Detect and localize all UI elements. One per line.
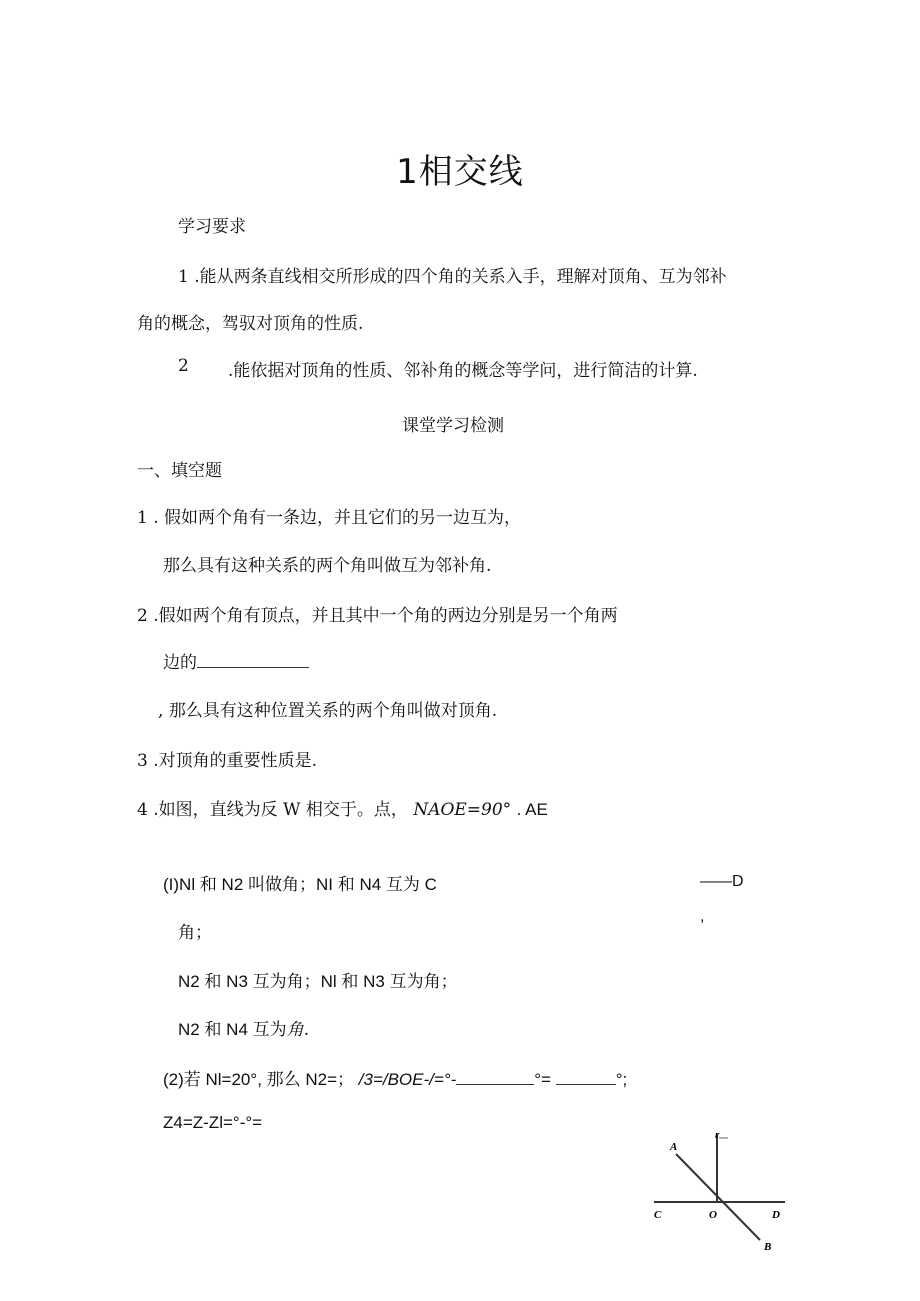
question-4-sub1-line4-a: N2 和 N4 互为 bbox=[178, 1020, 287, 1039]
requirement-1-line2: 角的概念，驾驭对顶角的性质. bbox=[137, 314, 364, 334]
requirement-2-number: 2 bbox=[178, 356, 189, 376]
requirement-2-text: .能依据对顶角的性质、邻补角的概念等学问，进行简洁的计算. bbox=[228, 361, 698, 381]
question-4-sub1-line1: (I)Nl 和 N2 叫做角；NI 和 N4 互为 C bbox=[163, 875, 437, 894]
question-4-sub1-line4 bbox=[178, 1015, 309, 1040]
question-4-sub1-line4-b: 角. bbox=[286, 1020, 310, 1040]
question-4-sub2-a: (2)若 Nl=20°, 那么 N2=； bbox=[163, 1070, 355, 1089]
part-heading: 一、填空题 bbox=[137, 461, 222, 481]
side-mark-d: ——D bbox=[700, 873, 744, 890]
section-title: 课堂学习检测 bbox=[402, 416, 504, 436]
question-2-line2-text: 边的 bbox=[163, 653, 197, 673]
answer-blank[interactable] bbox=[556, 1068, 616, 1085]
label-e: r bbox=[715, 1129, 720, 1141]
question-4-sub2-b: /3=/BOE-/=°- bbox=[358, 1070, 457, 1089]
requirement-1-line1: 1 .能从两条直线相交所形成的四个角的关系入手，理解对顶角、互为邻补 bbox=[178, 267, 727, 287]
question-4-prefix: 4 .如图，直线为反 W 相交于。点， bbox=[137, 800, 408, 820]
label-b: B bbox=[764, 1241, 772, 1253]
question-4-sub2-d: °; bbox=[615, 1070, 628, 1089]
label-d: D bbox=[772, 1209, 780, 1221]
question-2-line2 bbox=[163, 648, 309, 673]
question-3: 3 .对顶角的重要性质是. bbox=[137, 751, 318, 771]
question-4-stem bbox=[137, 795, 548, 820]
label-o: O bbox=[709, 1209, 717, 1221]
question-2-line3: , 那么具有这种位置关系的两个角叫做对顶角. bbox=[158, 701, 498, 721]
question-4-suffix: . AE bbox=[516, 800, 548, 819]
label-a: A bbox=[670, 1141, 678, 1153]
geometry-figure bbox=[640, 1120, 800, 1260]
requirements-heading: 学习要求 bbox=[178, 217, 246, 237]
question-4-sub2-line1 bbox=[163, 1065, 627, 1090]
question-4-sub1-line2: 角； bbox=[178, 923, 212, 943]
question-4-sub1-line3: N2 和 N3 互为角；Nl 和 N3 互为角； bbox=[178, 972, 458, 991]
question-4-angle: NAOE=90° bbox=[413, 800, 512, 820]
question-4-sub2-c: °= bbox=[534, 1070, 552, 1089]
question-4-sub2-line2: Z4=Z-Zl=°-°= bbox=[163, 1113, 263, 1132]
label-c: C bbox=[654, 1209, 662, 1221]
question-1-line2: 那么具有这种关系的两个角叫做互为邻补角. bbox=[163, 556, 492, 576]
question-2-line1: 2 .假如两个角有顶点，并且其中一个角的两边分别是另一个角两 bbox=[137, 606, 618, 626]
side-mark-comma: , bbox=[700, 908, 705, 925]
answer-blank[interactable] bbox=[197, 651, 309, 668]
page-title: 1相交线 bbox=[396, 152, 524, 192]
answer-blank[interactable] bbox=[456, 1068, 534, 1085]
question-1-line1: 1 . 假如两个角有一条边，并且它们的另一边互为， bbox=[137, 508, 522, 528]
